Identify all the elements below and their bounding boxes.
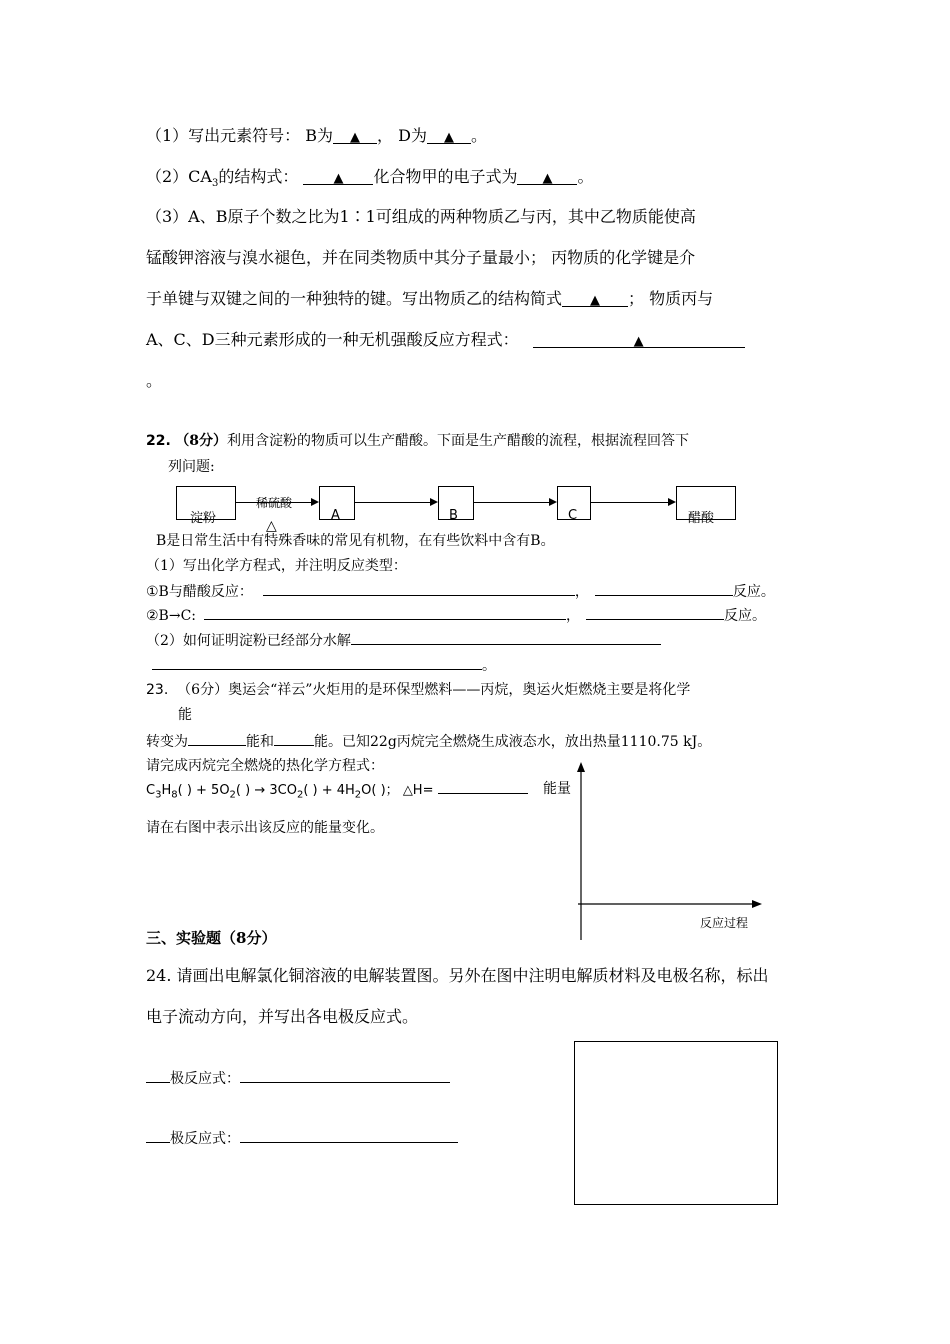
q24-reaction-2-label: 极反应式：: [170, 1131, 240, 1147]
q22-part1a-label: ①B与醋酸反应：: [146, 584, 253, 600]
graph-x-arrow: [752, 900, 762, 908]
answer-blank-yi[interactable]: [562, 288, 628, 307]
flow-heat: △: [266, 518, 277, 534]
q24-reaction-1-label: 极反应式：: [170, 1071, 240, 1087]
answer-blank-ca3[interactable]: [303, 166, 373, 185]
q21-part2-text2: 的结构式：: [218, 167, 304, 186]
answer-blank-equation[interactable]: [533, 329, 745, 348]
answer-blank-energy-2[interactable]: [274, 731, 314, 746]
q21-part2-text: （2）CA: [146, 167, 212, 186]
q23-line3: 请完成丙烷完全燃烧的热化学方程式：: [146, 758, 384, 774]
q21-part2-mid: 化合物甲的电子式为: [373, 167, 518, 186]
answer-blank-oxid-type[interactable]: [586, 605, 724, 620]
eq-sub-3: 3: [155, 789, 162, 801]
q23-line1: [146, 680, 690, 700]
graph-y-label: 能量: [543, 781, 571, 797]
q21-part3-line1: （3）A、B原子个数之比为1∶1可组成的两种物质乙与丙，其中乙物质能使高: [146, 207, 696, 226]
answer-blank-oxid-eq[interactable]: [204, 605, 566, 620]
flow-label-b: B: [449, 508, 458, 523]
q21-part2-sub: 3: [211, 178, 219, 190]
q21-part3-line3b: ； 物质丙与: [628, 289, 714, 308]
q22-part1b-comma: ，: [566, 608, 580, 624]
flow-label-c: C: [568, 508, 578, 523]
q22-part1a-comma: ，: [574, 584, 589, 600]
answer-blank-jia[interactable]: [517, 166, 577, 185]
q21-part1-mid: ， D为: [377, 126, 427, 145]
q23-number: 23.: [146, 682, 169, 698]
eq-sub-h2o: 2: [354, 789, 362, 801]
drawing-box[interactable]: [574, 1041, 778, 1205]
q24-reaction-1: [146, 1068, 450, 1089]
q21-part3-line2: 锰酸钾溶液与溴水褪色，并在同类物质中其分子量最小； 丙物质的化学键是介: [146, 248, 696, 267]
eq-part-1: ( ) + 5O: [177, 783, 230, 798]
flow-arrow-4: [590, 502, 668, 503]
triangle-marker: ▲: [542, 171, 553, 186]
q21-part2: [146, 166, 593, 188]
answer-blank-reaction-2[interactable]: [240, 1128, 458, 1143]
q23-line4: 请在右图中表示出该反应的能量变化。: [146, 820, 384, 836]
triangle-marker: ▲: [333, 171, 344, 186]
eq-part-4: O( )； △H=: [361, 783, 438, 798]
eq-sub-o2: 2: [229, 789, 236, 801]
answer-blank-delta-h[interactable]: [438, 780, 528, 794]
q22-intro2: 列问题:: [168, 459, 215, 475]
flow-arrow-4-head: [668, 498, 676, 506]
q22-part2-end: 。: [482, 658, 496, 674]
q22-part1b-label: ②B→C:: [146, 608, 196, 624]
answer-blank-d[interactable]: [427, 125, 471, 144]
q23-line2c: 能。已知22g丙烷完全燃烧生成液态水，放出热量1110.75 kJ。: [314, 734, 712, 750]
triangle-marker: ▲: [350, 130, 361, 145]
q22-part2: [146, 630, 661, 651]
flow-arrow-2: [354, 502, 430, 503]
q22-part1b-type: 反应。: [724, 608, 766, 624]
q23-line2: [146, 731, 711, 752]
flow-arrow-1: [235, 502, 311, 503]
flow-label-a: A: [331, 508, 340, 523]
flow-label-start: 淀粉: [190, 511, 217, 526]
q22-part1a-type: 反应。: [732, 584, 775, 600]
q21-part2-end: 。: [577, 167, 594, 186]
q23-line2a: 转变为: [146, 734, 188, 750]
answer-blank-ester-type[interactable]: [595, 581, 733, 596]
answer-blank-hydrolysis[interactable]: [351, 630, 661, 645]
flow-label-end: 醋酸: [688, 511, 715, 526]
answer-blank-electrode-1[interactable]: [146, 1068, 170, 1083]
q23-line1-text: （6分）奥运会“祥云”火炬用的是环保型燃料——丙烷，奥运火炬燃烧主要是将化学: [177, 682, 691, 698]
q22-part2-text: （2）如何证明淀粉已经部分水解: [146, 633, 351, 649]
q24-reaction-2: [146, 1128, 458, 1149]
q23-line2b: 能和: [246, 734, 274, 750]
answer-blank-energy-1[interactable]: [188, 731, 246, 746]
q22-score: （8分）: [175, 433, 228, 449]
eq-part-3: ( ) + 4H: [303, 783, 355, 798]
graph-y-arrow: [577, 762, 585, 772]
section-3-title: 三、实验题（8分）: [146, 929, 277, 947]
flow-arrow-3: [473, 502, 549, 503]
flow-arrow-2-head: [430, 498, 438, 506]
q21-part1: [146, 125, 487, 147]
answer-blank-hydrolysis-2[interactable]: [152, 655, 482, 670]
eq-part-2: ( ) → 3CO: [235, 783, 297, 798]
triangle-marker: ▲: [633, 334, 644, 349]
q22-part1: （1）写出化学方程式，并注明反应类型：: [146, 558, 407, 574]
answer-blank-ester-eq[interactable]: [263, 581, 575, 596]
q21-part1-end: 。: [470, 126, 487, 145]
answer-blank-b[interactable]: [333, 125, 377, 144]
answer-blank-reaction-1[interactable]: [240, 1068, 450, 1083]
eq-c: C: [146, 783, 156, 798]
q22-number: 22.: [146, 433, 171, 449]
q21-part3-line3: [146, 288, 713, 310]
flow-arrow-3-head: [549, 498, 557, 506]
q22-header: [146, 431, 689, 451]
graph-x-label: 反应过程: [700, 916, 749, 930]
q21-part3-line4: [146, 329, 745, 351]
q23-line1b: 能: [178, 707, 192, 723]
eq-h: H: [161, 783, 172, 798]
q22-part1a: [146, 581, 775, 602]
q21-part3-line4-text: A、C、D三种元素形成的一种无机强酸反应方程式：: [146, 330, 519, 349]
q24-line2: 电子流动方向，并写出各电极反应式。: [146, 1007, 419, 1026]
q21-part1-text: （1）写出元素符号： B为: [146, 126, 334, 145]
answer-blank-electrode-2[interactable]: [146, 1128, 170, 1143]
triangle-marker: ▲: [590, 293, 601, 308]
q24-line1: 24. 请画出电解氯化铜溶液的电解装置图。另外在图中注明电解质材料及电极名称，标出: [146, 966, 769, 985]
flow-arrow-1-head: [311, 498, 319, 506]
q23-equation: [146, 780, 528, 801]
q22-note: B是日常生活中有特殊香味的常见有机物，在有些饮料中含有B。: [156, 533, 555, 549]
q22-part2-cont: [152, 655, 496, 676]
eq-sub-8: 8: [171, 789, 178, 801]
q22-part1b: [146, 605, 766, 626]
triangle-marker: ▲: [443, 130, 454, 145]
q21-part3-line3a: 于单键与双键之间的一种独特的键。写出物质乙的结构简式: [146, 289, 563, 308]
q22-intro: 利用含淀粉的物质可以生产醋酸。下面是生产醋酸的流程，根据流程回答下: [227, 433, 690, 449]
flow-reagent: 稀硫酸: [256, 496, 293, 510]
eq-sub-co2: 2: [296, 789, 304, 801]
q21-part3-line5: 。: [146, 371, 163, 390]
